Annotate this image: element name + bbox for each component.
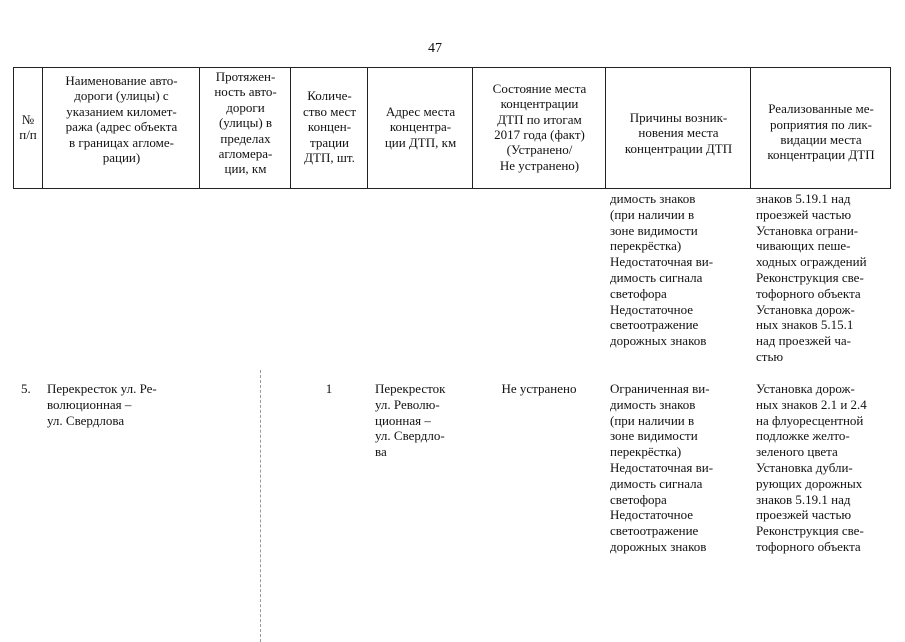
header-measures: Реализованные ме- роприятия по лик- видации места концентрации ДТП [767,101,875,163]
row-2-measures: Установка дорож- ных знаков 2.1 и 2.4 на флуоресцентной подложке желто- зеленого цвета Установка дубли- рующих дорожных знаков 5.19.1 над проезжей частью Реконструкция све- тофорного объекта [756,381,867,554]
col-trace-length [260,370,261,642]
header-road: Наименование авто- дороги (улицы) с указанием километ- ража (адрес объекта в границах агломе- рации) [65,73,178,166]
row-2-address: Перекресток ул. Револю- ционная – ул. Свердло- ва [375,381,446,460]
header-status: Состояние места концентрации ДТП по итогам 2017 года (факт) (Устранено/ Не устранено) [492,80,587,173]
header-no: № п/п [19,111,37,142]
header-bottom-border [13,188,891,189]
row-1-measures: знаков 5.19.1 над проезжей частью Установка ограни- чивающих пеше- ходных ограждений Реконструкция све- тофорного объекта Установка дорож- ных знаков 5.15.1 над проезжей ча- стью [756,191,867,364]
header-count: Количе- ство мест концен- трации ДТП, шт. [302,88,357,166]
row-2-status: Не устранено [501,381,577,396]
header-length: Протяжен- ность авто- дороги (улицы) в пределах агломера- ции, км [214,69,277,177]
table [13,67,891,642]
row-2-no: 5. [21,381,31,396]
header-address: Адрес места концентра- ции ДТП, км [384,103,457,150]
table-grid [13,67,891,642]
page-number: 47 [428,41,442,56]
row-1-causes: димость знаков (при наличии в зоне видимости перекрёстка) Недостаточная ви- димость сигнала светофора Недостаточное светоотражение дорожных знаков [610,191,714,349]
header-causes: Причины возник- новения места концентрации ДТП [624,109,733,156]
row-2-causes: Ограниченная ви- димость знаков (при наличии в зоне видимости перекрёстка) Недостаточная ви- димость сигнала светофора Недостаточное светоотражение дорожных знаков [610,381,714,554]
row-2-count: 1 [325,381,333,396]
row-2-road: Перекресток ул. Ре- волюционная – ул. Свердлова [47,381,157,428]
